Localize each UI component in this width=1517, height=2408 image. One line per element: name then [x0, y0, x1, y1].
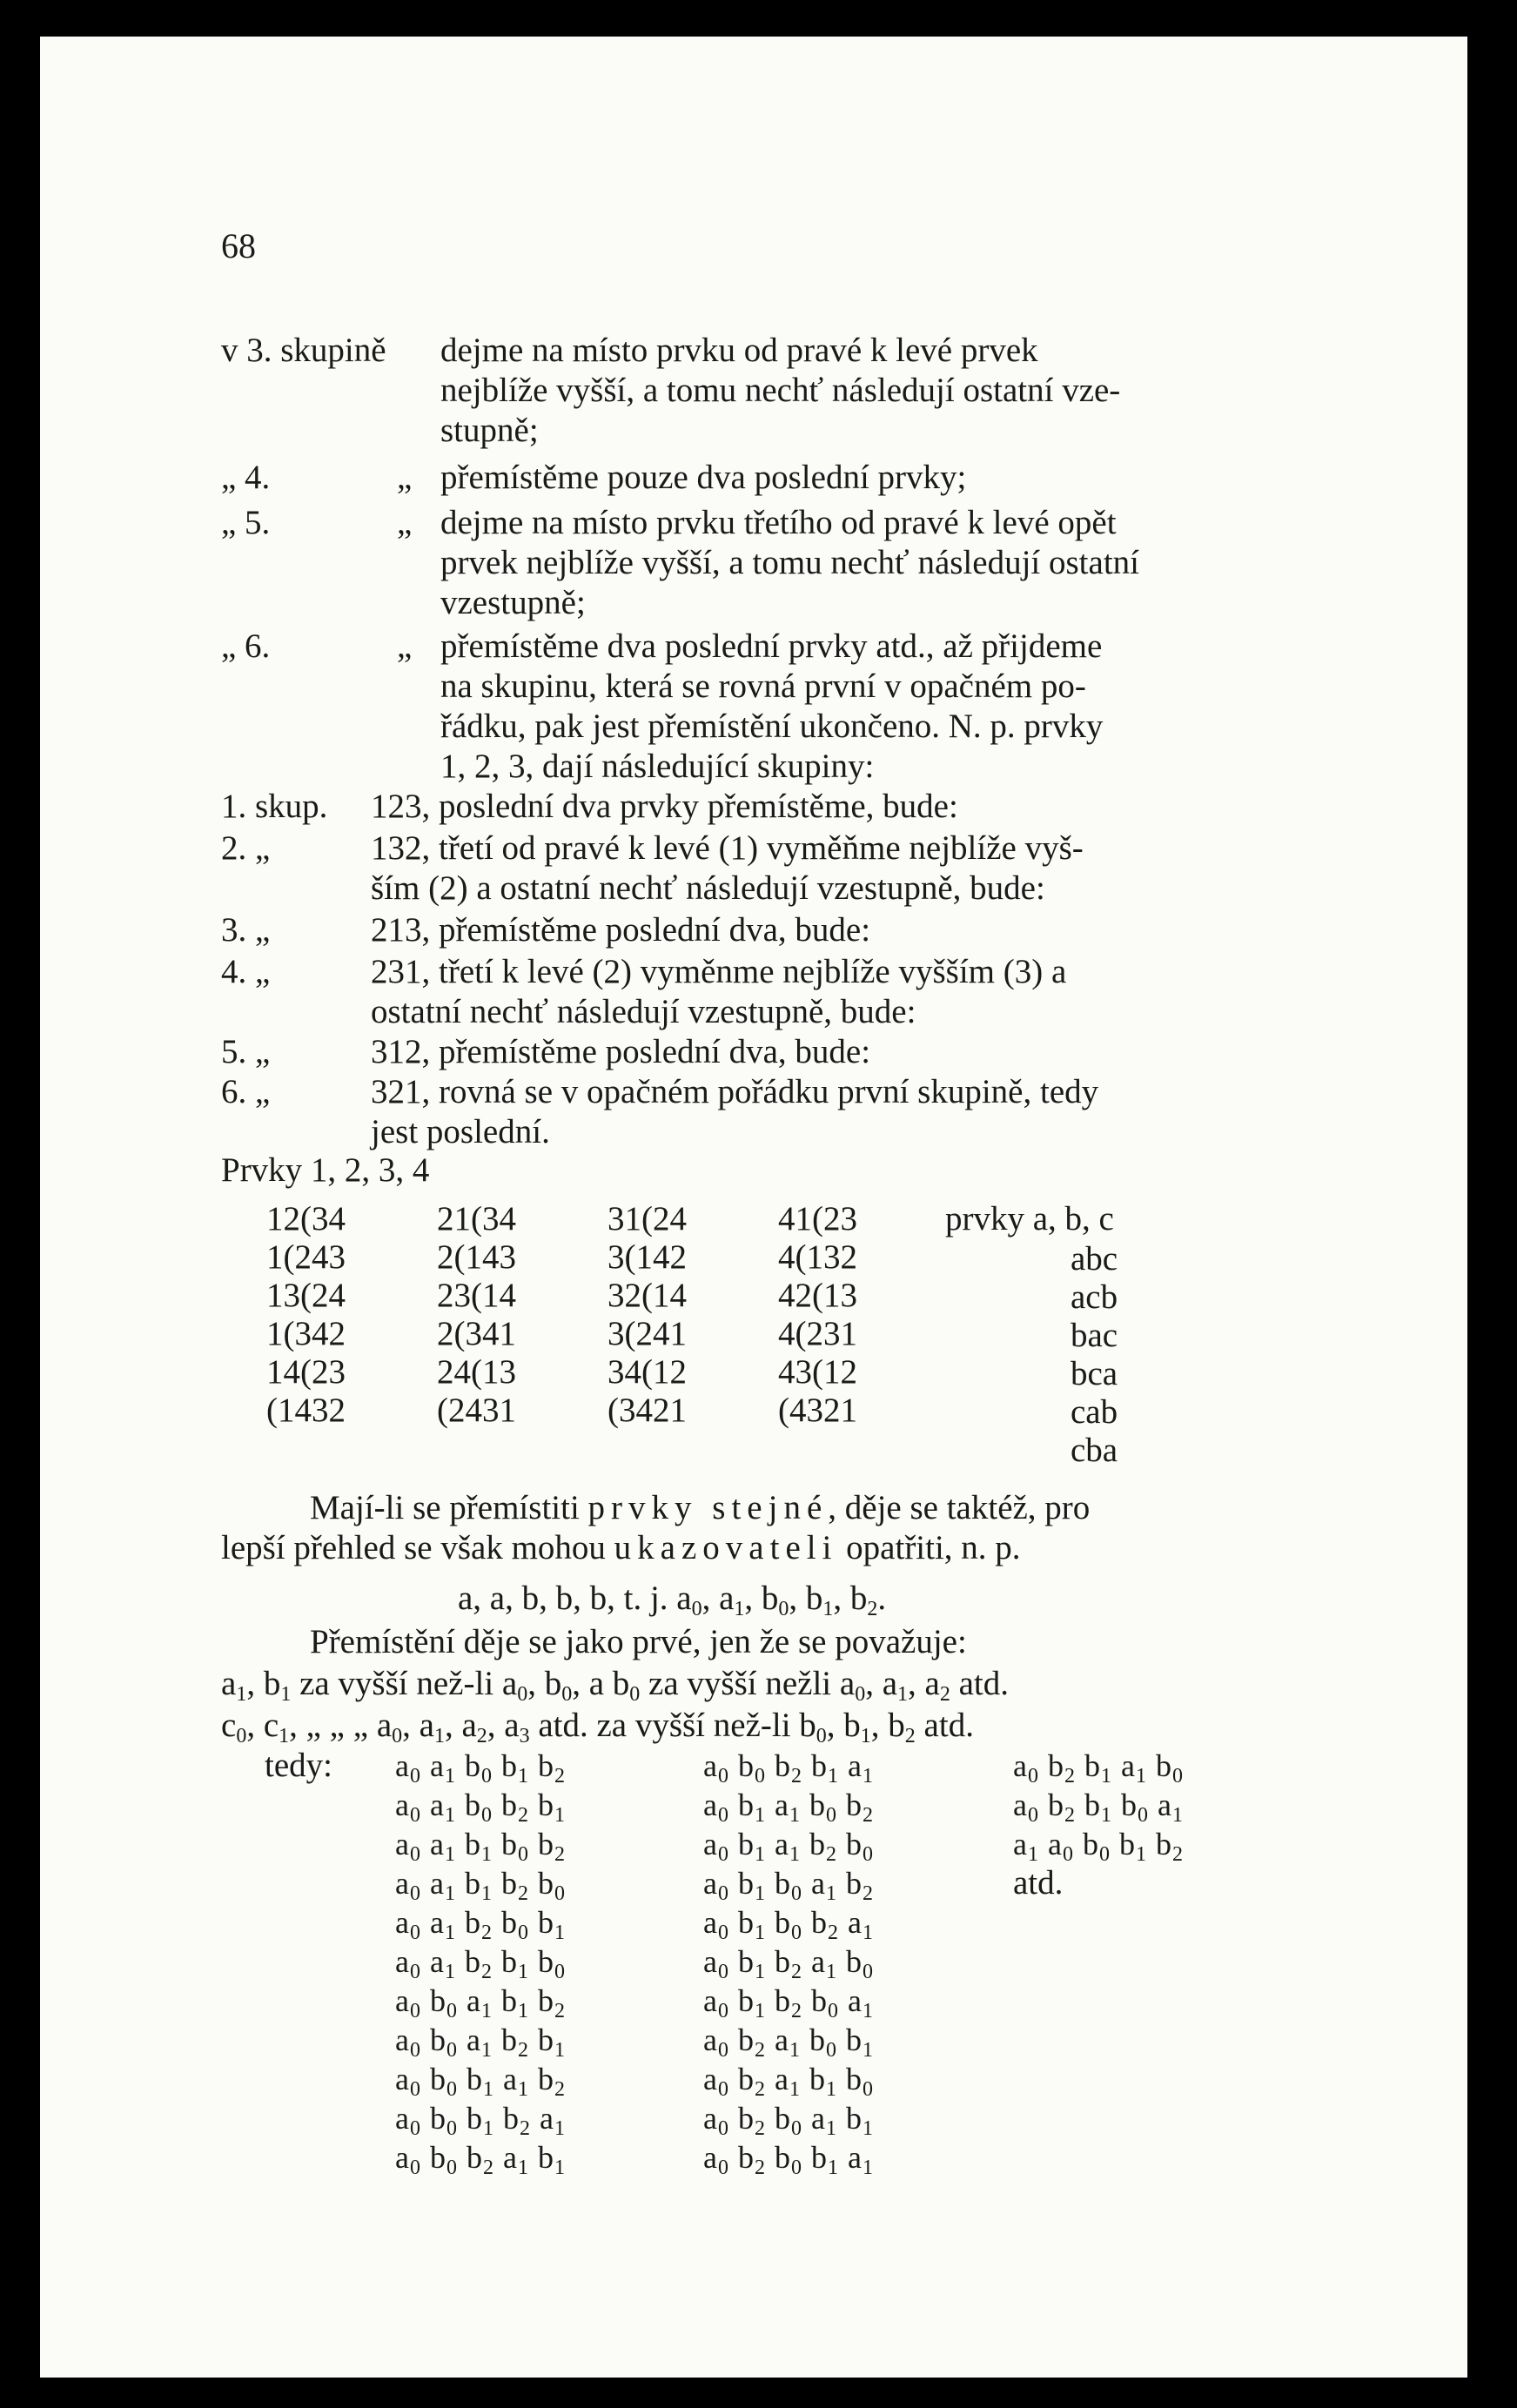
perm-sequence: $a_0$ $b_2$ $a_1$ $b_0$ $b_1$ [703, 2022, 874, 2062]
perm-sequence: $a_0$ $b_2$ $b_1$ $b_0$ $a_1$ [1013, 1788, 1184, 1827]
perm-sequence: $a_0$ $b_1$ $a_1$ $b_0$ $b_2$ [703, 1788, 874, 1827]
perm-cell: 14(23 [266, 1353, 346, 1391]
rule-5-label: „ 5. [221, 504, 271, 541]
perm-cell: (1432 [266, 1392, 346, 1429]
group-5-text: 312, přemístěme poslední dva, bude: [371, 1033, 871, 1070]
perm-cell: 31(24 [607, 1200, 687, 1238]
perm-sequence: $a_0$ $a_1$ $b_2$ $b_0$ $b_1$ [395, 1905, 566, 1944]
group-2-text: ším (2) a ostatní nechť následují vzestupně, bude: [371, 869, 1045, 907]
group-3-label: 3. „ [221, 911, 271, 949]
group-2-label: 2. „ [221, 829, 271, 867]
page-number: 68 [221, 226, 256, 265]
abc-item: cab [1071, 1393, 1118, 1431]
group-6-text: 321, rovná se v opačném pořádku první skupině, tedy [371, 1073, 1099, 1110]
rule-5-ditto: „ [397, 504, 413, 541]
rule-3-text: dejme na místo prvku od pravé k levé prvek [440, 332, 1038, 369]
perm-sequence: $a_0$ $a_1$ $b_0$ $b_2$ $b_1$ [395, 1788, 566, 1827]
abc-heading: prvky a, b, c [945, 1200, 1114, 1238]
rule-5-text: prvek nejblíže vyšší, a tomu nechť následují ostatní [440, 544, 1139, 581]
abc-item: cba [1071, 1432, 1118, 1469]
group-4-text: ostatní nechť následují vzestupně, bude: [371, 993, 916, 1030]
abc-item: bca [1071, 1355, 1118, 1392]
rule-3-text: stupně; [440, 412, 539, 449]
perm-sequence: $a_1$ $a_0$ $b_0$ $b_1$ $b_2$ [1013, 1827, 1184, 1866]
perm-sequence: $a_0$ $b_2$ $b_0$ $a_1$ $b_1$ [703, 2101, 874, 2140]
rule-6-text: na skupinu, která se rovná první v opačném po- [440, 667, 1086, 705]
perm-cell: 1(342 [266, 1315, 346, 1352]
paragraph-line: Mají-li se přemístiti prvky stejné, děje se taktéž, pro [310, 1489, 1091, 1526]
rule-4-label: „ 4. [221, 459, 271, 496]
group-2-text: 132, třetí od pravé k levé (1) vyměňme nejblíže vyš- [371, 829, 1084, 867]
perm-cell: 12(34 [266, 1200, 346, 1238]
perm-sequence: $a_0$ $b_1$ $b_0$ $b_2$ $a_1$ [703, 1905, 874, 1944]
perm-sequence: $a_0$ $b_0$ $a_1$ $b_1$ $b_2$ [395, 1983, 566, 2022]
perm-cell: 24(13 [437, 1353, 516, 1391]
group-1-text: 123, poslední dva prvky přemístěme, bude: [371, 788, 958, 825]
rule-6-text: 1, 2, 3, dají následující skupiny: [440, 748, 875, 785]
abc-item: bac [1071, 1317, 1118, 1354]
perm-sequence: $a_0$ $b_1$ $b_2$ $a_1$ $b_0$ [703, 1944, 874, 1983]
order-line-a: $a_1$, $b_1$ za vyšší než-li $a_0$, $b_0$, a $b_0$ za vyšší nežli $a_0$, $a_1$, $a_2$ atd. [221, 1665, 1009, 1706]
rule-6-text: přemístěme dva poslední prvky atd., až přijdeme [440, 627, 1103, 665]
rule-4-text: přemístěme pouze dva poslední prvky; [440, 459, 967, 496]
group-3-text: 213, přemístěme poslední dva, bude: [371, 911, 871, 949]
perm-cell: 1(243 [266, 1238, 346, 1276]
group-4-label: 4. „ [221, 953, 271, 990]
perm-cell: 3(142 [607, 1238, 687, 1276]
tedy-label: tedy: [265, 1747, 332, 1784]
order-line-c: $c_0$, $c_1$, „ „ „ $a_0$, $a_1$, $a_2$, $a_3$ atd. za vyšší než-li $b_0$, $b_1$, $b_2$ atd. [221, 1707, 974, 1747]
considers-line: Přemístění děje se jako prvé, jen že se považuje: [310, 1623, 967, 1660]
perm-sequence: $a_0$ $b_1$ $b_0$ $a_1$ $b_2$ [703, 1866, 874, 1905]
perm-cell: 23(14 [437, 1277, 516, 1314]
perm-cell: 13(24 [266, 1277, 346, 1314]
rule-6-ditto: „ [397, 627, 413, 665]
page-sheet [40, 37, 1467, 2378]
paragraph-line: lepší přehled se však mohou ukazovateli opatřiti, n. p. [221, 1529, 1021, 1566]
perm-sequence: $a_0$ $a_1$ $b_1$ $b_2$ $b_0$ [395, 1866, 566, 1905]
perm-sequence: $a_0$ $b_2$ $b_1$ $a_1$ $b_0$ [1013, 1748, 1184, 1788]
example-line: a, a, b, b, b, t. j. $a_0$, $a_1$, $b_0$, $b_1$, $b_2$. [458, 1580, 887, 1620]
group-6-text: jest poslední. [371, 1113, 550, 1150]
perm-cell: 21(34 [437, 1200, 516, 1238]
group-1-label: 1. skup. [221, 788, 328, 825]
perm-sequence: $a_0$ $b_0$ $b_2$ $b_1$ $a_1$ [703, 1748, 874, 1788]
perm-sequence: $a_0$ $b_2$ $b_0$ $b_1$ $a_1$ [703, 2140, 874, 2179]
perm-sequence: $a_0$ $b_0$ $b_2$ $a_1$ $b_1$ [395, 2140, 566, 2179]
perm-cell: (3421 [607, 1392, 687, 1429]
rule-5-text: vzestupně; [440, 584, 586, 621]
perm-sequence: $a_0$ $a_1$ $b_2$ $b_1$ $b_0$ [395, 1944, 566, 1983]
perm-cell: 4(132 [778, 1238, 857, 1276]
abc-item: abc [1071, 1240, 1118, 1278]
perm-cell: 43(12 [778, 1353, 857, 1391]
four-elements-heading: Prvky 1, 2, 3, 4 [221, 1151, 430, 1189]
perm-list-atd: atd. [1013, 1864, 1064, 1902]
perm-cell: (2431 [437, 1392, 516, 1429]
rule-3-label: v 3. skupině [221, 332, 386, 369]
perm-cell: 41(23 [778, 1200, 857, 1238]
rule-5-text: dejme na místo prvku třetího od pravé k levé opět [440, 504, 1117, 541]
perm-sequence: $a_0$ $a_1$ $b_1$ $b_0$ $b_2$ [395, 1827, 566, 1866]
abc-item: acb [1071, 1278, 1118, 1316]
perm-cell: 32(14 [607, 1277, 687, 1314]
rule-6-text: řádku, pak jest přemístění ukončeno. N. p. prvky [440, 708, 1104, 745]
perm-cell: 2(341 [437, 1315, 516, 1352]
group-6-label: 6. „ [221, 1073, 271, 1110]
rule-3-text: nejblíže vyšší, a tomu nechť následují ostatní vze- [440, 372, 1121, 409]
perm-sequence: $a_0$ $b_0$ $b_1$ $b_2$ $a_1$ [395, 2101, 566, 2140]
perm-sequence: $a_0$ $b_0$ $b_1$ $a_1$ $b_2$ [395, 2062, 566, 2101]
group-4-text: 231, třetí k levé (2) vyměnme nejblíže vyšším (3) a [371, 953, 1067, 990]
perm-cell: 42(13 [778, 1277, 857, 1314]
perm-cell: 34(12 [607, 1353, 687, 1391]
perm-sequence: $a_0$ $b_1$ $a_1$ $b_2$ $b_0$ [703, 1827, 874, 1866]
perm-cell: 2(143 [437, 1238, 516, 1276]
perm-sequence: $a_0$ $a_1$ $b_0$ $b_1$ $b_2$ [395, 1748, 566, 1788]
perm-sequence: $a_0$ $b_2$ $a_1$ $b_1$ $b_0$ [703, 2062, 874, 2101]
perm-sequence: $a_0$ $b_1$ $b_2$ $b_0$ $a_1$ [703, 1983, 874, 2022]
rule-4-ditto: „ [397, 459, 413, 496]
group-5-label: 5. „ [221, 1033, 271, 1070]
perm-cell: 4(231 [778, 1315, 857, 1352]
rule-6-label: „ 6. [221, 627, 271, 665]
perm-cell: 3(241 [607, 1315, 687, 1352]
perm-cell: (4321 [778, 1392, 857, 1429]
perm-sequence: $a_0$ $b_0$ $a_1$ $b_2$ $b_1$ [395, 2022, 566, 2062]
